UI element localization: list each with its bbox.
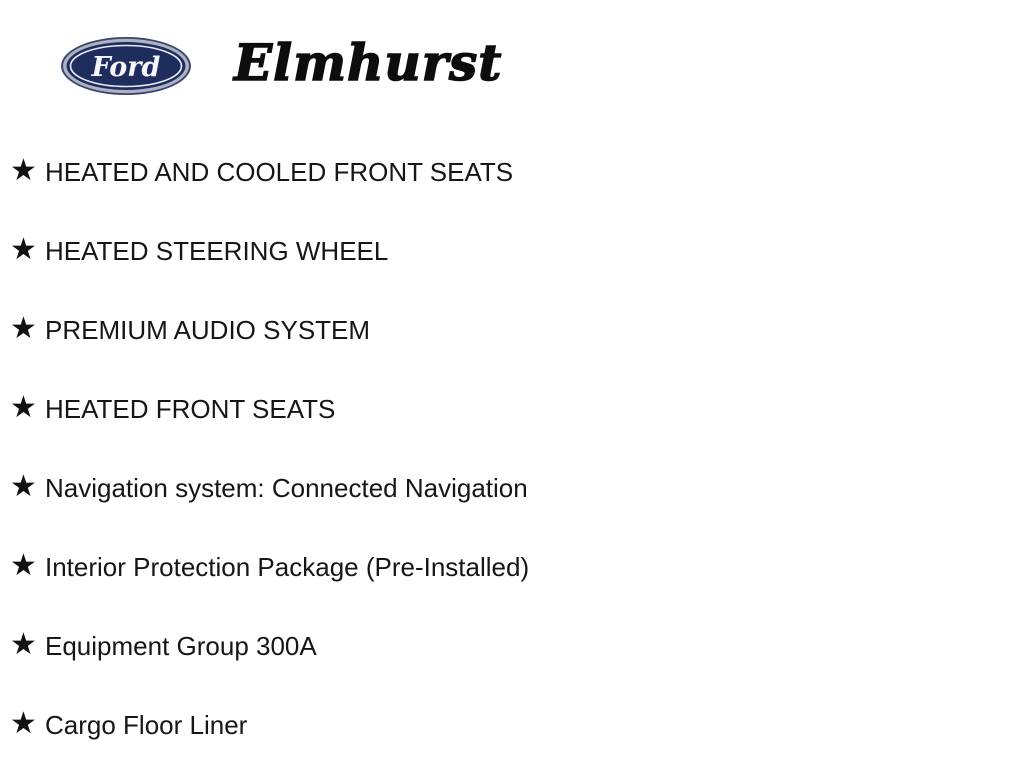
feature-item xyxy=(10,468,529,505)
feature-item xyxy=(10,705,529,742)
feature-label: Navigation system: Connected Navigation xyxy=(45,473,528,503)
feature-item xyxy=(10,626,529,663)
dealer-name: Elmhurst xyxy=(234,33,503,92)
ford-logo-text: Ford xyxy=(91,52,161,83)
star-icon: ★ xyxy=(10,231,37,267)
star-icon: ★ xyxy=(10,705,37,741)
ford-logo-icon xyxy=(60,36,192,96)
feature-item xyxy=(10,547,530,584)
star-icon: ★ xyxy=(10,152,37,188)
feature-label: HEATED AND COOLED FRONT SEATS xyxy=(45,157,514,187)
star-icon: ★ xyxy=(10,547,37,583)
feature-label: PREMIUM AUDIO SYSTEM xyxy=(45,315,371,345)
feature-label: Interior Protection Package (Pre-Installed) xyxy=(45,552,530,582)
feature-item xyxy=(10,389,529,426)
feature-label: HEATED FRONT SEATS xyxy=(45,394,336,424)
star-icon: ★ xyxy=(10,626,37,662)
star-icon: ★ xyxy=(10,310,37,346)
feature-label: HEATED STEERING WHEEL xyxy=(45,236,389,266)
star-icon: ★ xyxy=(10,389,37,425)
feature-item xyxy=(10,152,529,189)
feature-label: Cargo Floor Liner xyxy=(45,710,248,740)
dealer-header xyxy=(60,33,503,96)
vehicle-feature-list xyxy=(10,152,530,768)
star-icon: ★ xyxy=(10,468,37,504)
feature-item xyxy=(10,310,529,347)
feature-label: Equipment Group 300A xyxy=(45,631,317,661)
feature-item xyxy=(10,231,529,268)
